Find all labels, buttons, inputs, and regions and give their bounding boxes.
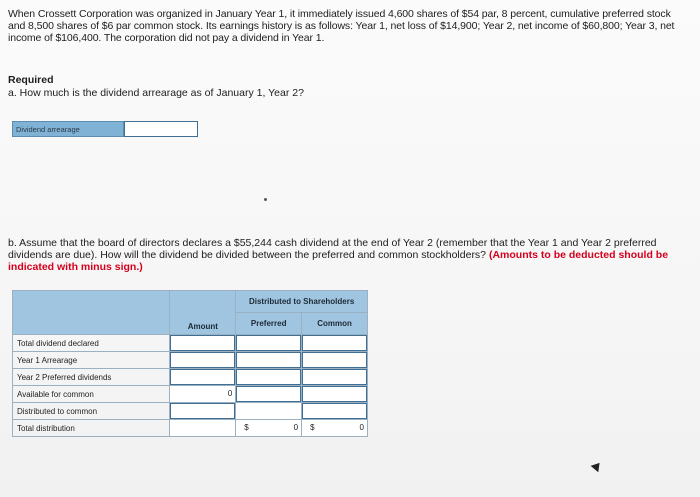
amount-cell xyxy=(170,420,236,437)
currency-symbol: $ xyxy=(244,423,249,432)
preferred-input[interactable] xyxy=(236,335,302,352)
table-row xyxy=(13,420,368,437)
problem-statement: When Crossett Corporation was organized in January Year 1, it immediately issued 4,600 shares of $54 par, 8 percent, cumulative preferred stock and 8,500 shares of $6 par common stock. Its earnings history is as follows: Year 1, net loss of $14,900; Year 2, net income of $60,800; Year 3, net income of $106,400. The corporation did not pay a dividend in Year 1. xyxy=(8,8,675,44)
common-input[interactable] xyxy=(302,386,368,403)
required-heading: Required xyxy=(8,74,54,86)
common-input[interactable] xyxy=(302,403,368,420)
preferred-cell xyxy=(236,403,302,420)
preferred-input[interactable] xyxy=(236,386,302,403)
col-common-header: Common xyxy=(302,313,368,335)
common-input[interactable] xyxy=(302,335,368,352)
table-row xyxy=(13,352,368,369)
col-amount-header: Amount xyxy=(170,291,236,335)
table-row xyxy=(13,369,368,386)
preferred-input[interactable] xyxy=(236,352,302,369)
col-preferred-header: Preferred xyxy=(236,313,302,335)
mouse-cursor-icon xyxy=(591,460,604,473)
row-label: Total dividend declared xyxy=(13,335,170,352)
decorative-dot xyxy=(264,198,267,201)
table-row xyxy=(13,403,368,420)
arrearage-input[interactable] xyxy=(124,121,198,137)
arrearage-row xyxy=(12,121,198,137)
row-label: Distributed to common xyxy=(13,403,170,420)
row-label: Year 1 Arrearage xyxy=(13,352,170,369)
common-total: $ 0 xyxy=(302,420,368,437)
preferred-input[interactable] xyxy=(236,369,302,386)
common-input[interactable] xyxy=(302,369,368,386)
table-row xyxy=(13,386,368,403)
row-label: Total distribution xyxy=(13,420,170,437)
group-header-distributed: Distributed to Shareholders xyxy=(236,291,368,313)
table-header-blank xyxy=(13,291,170,335)
row-label: Year 2 Preferred dividends xyxy=(13,369,170,386)
distribution-table xyxy=(12,290,368,437)
question-b-text: b. Assume that the board of directors declares a $55,244 cash dividend at the end of Year 2 (remember that the Year 1 and Year 2 preferred dividends are due). How will the dividend be divided between the preferred and common stockholders? xyxy=(8,237,657,261)
question-b-note: (Amounts to be deducted should be indicated with minus sign.) xyxy=(8,249,669,273)
common-input[interactable] xyxy=(302,352,368,369)
arrearage-label: Dividend arrearage xyxy=(12,121,124,137)
amount-value: 0 xyxy=(170,386,236,403)
question-a: a. How much is the dividend arrearage as of January 1, Year 2? xyxy=(8,87,304,99)
table-row xyxy=(13,335,368,352)
preferred-total: $ 0 xyxy=(236,420,302,437)
currency-symbol: $ xyxy=(310,423,315,432)
amount-input[interactable] xyxy=(170,335,236,352)
question-b xyxy=(8,237,698,273)
amount-input[interactable] xyxy=(170,352,236,369)
amount-input[interactable] xyxy=(170,369,236,386)
table-header-row-1 xyxy=(13,291,368,313)
amount-input[interactable] xyxy=(170,403,236,420)
row-label: Available for common xyxy=(13,386,170,403)
